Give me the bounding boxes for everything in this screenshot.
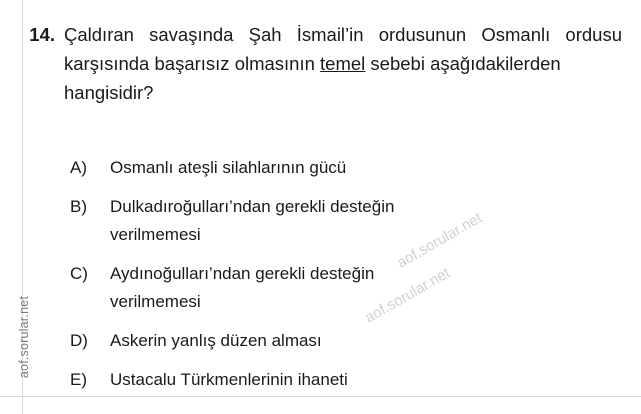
- choice-letter-e: E): [70, 370, 87, 389]
- question-line-3-after: sebebi aşağıdakilerden: [365, 53, 561, 74]
- diagonal-watermark-1: aof.sorular.net: [394, 209, 485, 272]
- choice-option-d[interactable]: [70, 327, 610, 355]
- choice-text-b-line2: verilmemesi: [110, 225, 201, 244]
- choice-text-b-line1: Dulkadıroğulları’ndan gerekli desteğin: [110, 197, 395, 216]
- side-watermark: aof.sorular.net: [17, 295, 31, 379]
- question-number: 14.: [29, 24, 55, 45]
- choice-option-c[interactable]: [70, 260, 610, 316]
- question-block: [22, 20, 622, 107]
- choice-letter-d: D): [70, 331, 88, 350]
- choice-option-e[interactable]: [70, 366, 610, 394]
- question-page: [22, 0, 641, 414]
- choice-text-c-line1: Aydınoğulları’ndan gerekli desteğin: [110, 264, 375, 283]
- choice-letter-b: B): [70, 197, 87, 216]
- choice-text-c-line2: verilmemesi: [110, 292, 201, 311]
- choice-text-d: Askerin yanlış düzen alması: [110, 331, 322, 350]
- question-line-1: Çaldıran savaşında Şah İsmail’in ordusunun: [64, 24, 467, 45]
- question-line-2: Osmanlı ordusu karşısında başarısız: [64, 24, 622, 74]
- choice-option-a[interactable]: [70, 154, 610, 182]
- choice-letter-c: C): [70, 264, 88, 283]
- choice-text-a: Osmanlı ateşli silahlarının gücü: [110, 158, 347, 177]
- choice-text-c: [110, 260, 610, 316]
- question-emphasis: temel: [320, 53, 366, 74]
- question-line-3-before: olmasının: [234, 53, 321, 74]
- choice-text-b: [110, 193, 610, 249]
- choice-letter-a: A): [70, 158, 87, 177]
- choice-text-e: Ustacalu Türkmenlerinin ihaneti: [110, 370, 348, 389]
- question-text: [64, 20, 622, 107]
- choice-option-b[interactable]: [70, 193, 610, 249]
- choice-list: [70, 154, 610, 405]
- diagonal-watermark-2: aof.sorular.net: [362, 264, 453, 327]
- question-line-4: hangisidir?: [64, 82, 154, 103]
